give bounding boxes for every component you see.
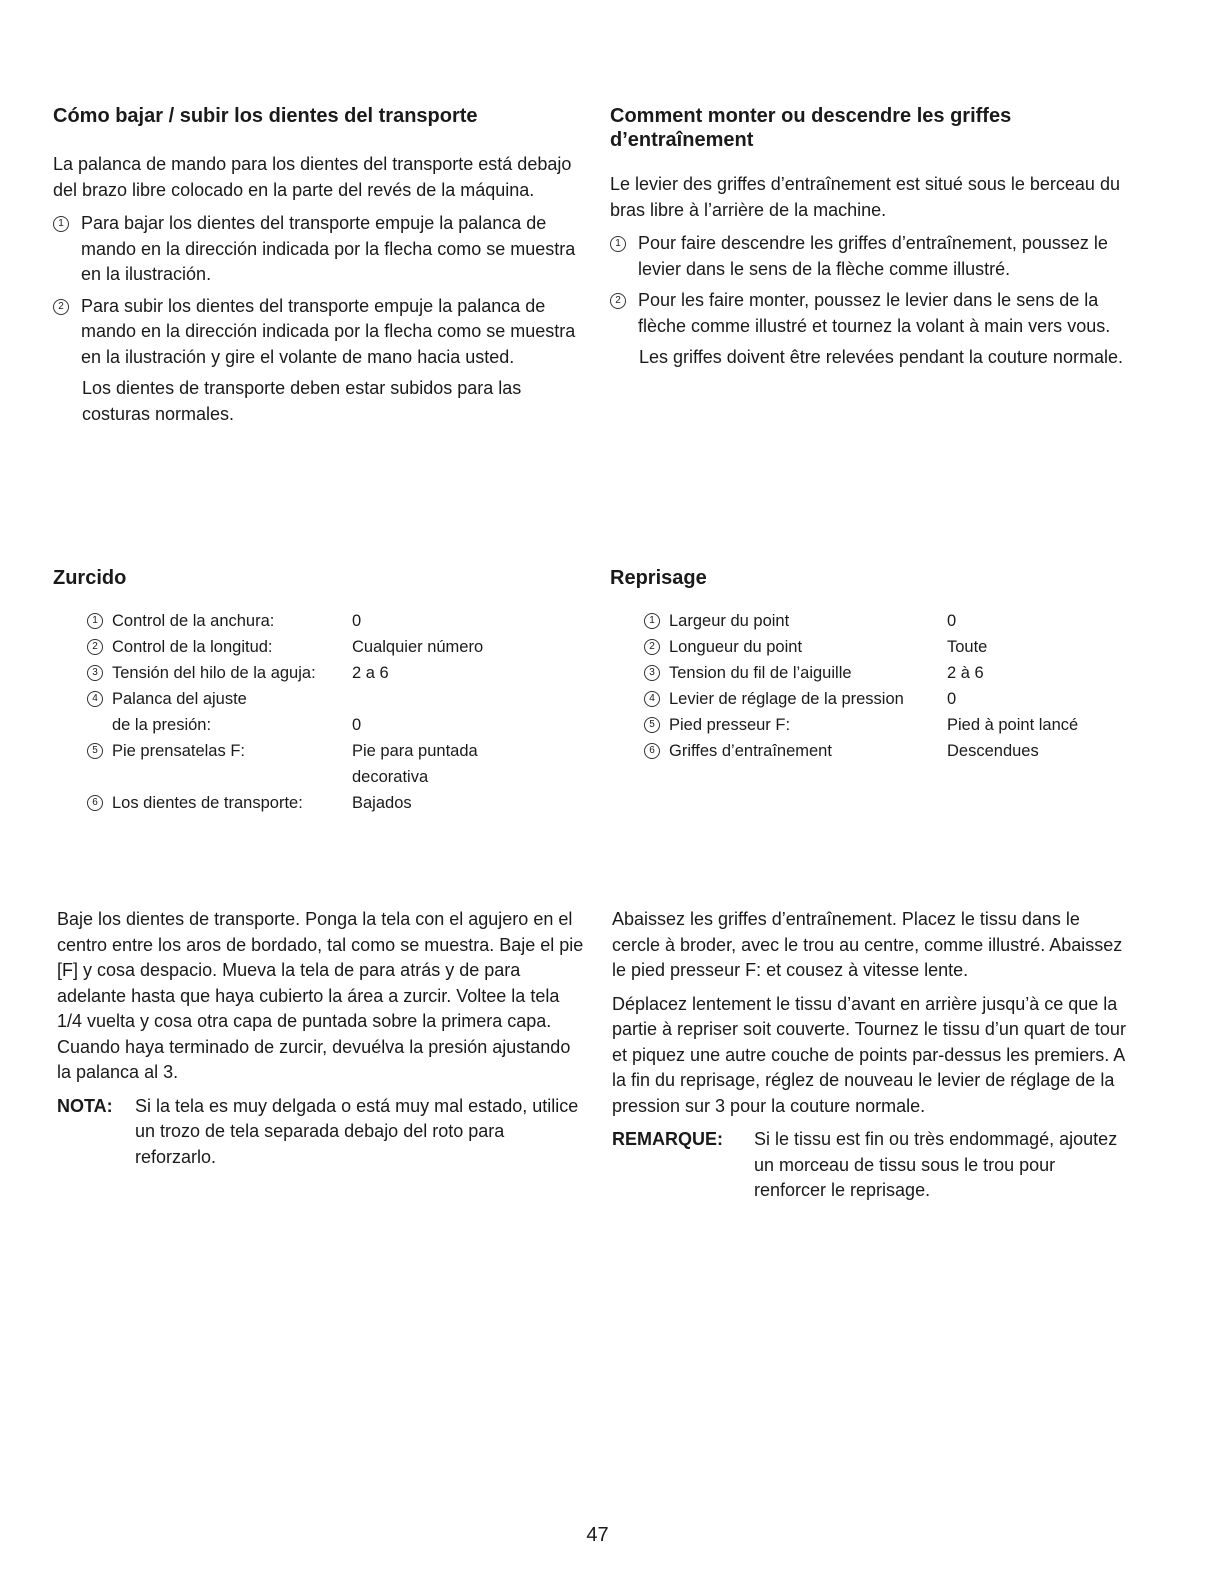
fr-step-1 — [610, 231, 1135, 282]
table-row — [87, 608, 593, 634]
table-row — [644, 608, 1135, 634]
setting-value: decorativa — [352, 768, 429, 786]
setting-value: Descendues — [947, 742, 1039, 760]
circled-number: 2 — [87, 639, 103, 655]
table-row — [87, 738, 593, 764]
fr-feed-dogs-title: Comment monter ou descendre les griffes d’entraînement — [610, 105, 1012, 151]
setting-value: Toute — [947, 638, 988, 656]
setting-value: 0 — [947, 690, 957, 708]
setting-value: 0 — [352, 612, 362, 630]
setting-value: 0 — [947, 612, 957, 630]
es-darning-body — [57, 907, 587, 1170]
fr-darning-text-2: Déplacez lentement le tissu d’avant en arrière jusqu’à ce que la partie à repriser soit couverte. Tournez le tissu d’un quart de tour et piquez une autre couche de points par-dessus les premiers. A la fin du reprisage, réglez de nouveau le levier de réglage de la pression sur 3 pour la couture normale. — [612, 993, 1126, 1116]
circled-number: 1 — [53, 216, 69, 232]
circled-number: 1 — [644, 613, 660, 629]
fr-feed-dogs-section — [610, 104, 1135, 371]
setting-label: Levier de réglage de la pression — [669, 690, 904, 708]
fr-settings-table — [644, 608, 1135, 764]
setting-label: Los dientes de transporte: — [112, 794, 303, 812]
fr-note-text: Si le tissu est fin ou très endommagé, ajoutez un morceau de tissu sous le trou pour renforcer le reprisage. — [754, 1129, 1118, 1200]
es-note-text: Si la tela es muy delgada o está muy mal estado, utilice un trozo de tela separada debajo del roto para reforzarlo. — [135, 1095, 579, 1167]
setting-value: Pied à point lancé — [947, 716, 1079, 734]
setting-value: Bajados — [352, 794, 412, 812]
table-row — [644, 712, 1135, 738]
setting-label: Control de la anchura: — [112, 612, 275, 630]
es-darning-title: Zurcido — [53, 567, 127, 589]
setting-label: Griffes d’entraînement — [669, 742, 832, 760]
table-row — [87, 764, 593, 790]
setting-label: Pied presseur F: — [669, 716, 791, 734]
fr-darning-text-1: Abaissez les griffes d’entraînement. Placez le tissu dans le cercle à broder, avec le trou au centre, comme illustré. Abaissez le pied presseur F: et cousez à vitesse lente. — [612, 909, 1123, 980]
es-step-1-text: Para bajar los dientes del transporte empuje la palanca de mando en la dirección indicada por la flecha como se muestra en la ilustración. — [81, 213, 576, 284]
setting-label: Tension du fil de l’aiguille — [669, 664, 852, 682]
fr-darning-section — [610, 566, 1135, 764]
circled-number: 1 — [610, 236, 626, 252]
table-row — [87, 634, 593, 660]
circled-number: 3 — [644, 665, 660, 681]
es-note-label: NOTA: — [57, 1095, 113, 1116]
circled-number: 1 — [87, 613, 103, 629]
fr-step-2 — [610, 288, 1135, 339]
setting-label: de la presión: — [112, 716, 212, 734]
circled-number: 4 — [644, 691, 660, 707]
page-number: 47 — [586, 1524, 609, 1546]
es-settings-table — [87, 608, 593, 816]
fr-note-label: REMARQUE: — [612, 1129, 723, 1149]
setting-label: Tensión del hilo de la aguja: — [112, 664, 316, 682]
setting-value: 2 a 6 — [352, 664, 389, 682]
circled-number: 2 — [644, 639, 660, 655]
es-note — [57, 1094, 587, 1171]
circled-number: 6 — [87, 795, 103, 811]
es-darning-section — [53, 566, 593, 816]
table-row — [87, 712, 593, 738]
es-feed-dogs-intro: La palanca de mando para los dientes del transporte está debajo del brazo libre colocado en la parte del revés de la máquina. — [53, 154, 572, 200]
table-row — [644, 660, 1135, 686]
circled-number: 6 — [644, 743, 660, 759]
circled-number: 2 — [610, 293, 626, 309]
fr-note — [612, 1127, 1127, 1204]
es-step-1 — [53, 211, 593, 288]
circled-number: 5 — [87, 743, 103, 759]
es-feed-dogs-section — [53, 104, 593, 427]
fr-feed-dogs-intro: Le levier des griffes d’entraînement est situé sous le berceau du bras libre à l’arrière de la machine. — [610, 174, 1120, 220]
es-step-2 — [53, 294, 593, 371]
es-feed-dogs-note: Los dientes de transporte deben estar subidos para las costuras normales. — [82, 378, 522, 424]
setting-value: 2 à 6 — [947, 664, 984, 682]
fr-darning-title: Reprisage — [610, 567, 707, 589]
setting-label: Longueur du point — [669, 638, 803, 656]
fr-step-2-text: Pour les faire monter, poussez le levier dans le sens de la flèche comme illustré et tournez la volant à main vers vous. — [638, 290, 1111, 336]
fr-step-1-text: Pour faire descendre les griffes d’entraînement, poussez le levier dans le sens de la flèche comme illustré. — [638, 233, 1108, 279]
es-step-2-text: Para subir los dientes del transporte empuje la palanca de mando en la dirección indicada por la flecha como se muestra en la ilustración y gire el volante de mano hacia usted. — [81, 295, 576, 367]
setting-label: Largeur du point — [669, 612, 790, 630]
es-feed-dogs-title: Cómo bajar / subir los dientes del transporte — [53, 105, 478, 127]
table-row — [87, 660, 593, 686]
table-row — [644, 738, 1135, 764]
table-row — [87, 790, 593, 816]
table-row — [644, 634, 1135, 660]
setting-value: Cualquier número — [352, 638, 484, 656]
circled-number: 2 — [53, 299, 69, 315]
es-darning-text: Baje los dientes de transporte. Ponga la tela con el agujero en el centro entre los aros de bordado, tal como se muestra. Baje el pie [F] y cosa despacio. Mueva la tela de para atrás y de para adelante hasta que haya cubierto la área a zurcir. Voltee la tela 1/4 vuelta y cosa otra capa de puntada sobre la primera capa. Cuando haya terminado de zurcir, devuélva la presión ajustando la palanca al 3. — [57, 909, 584, 1082]
table-row — [644, 686, 1135, 712]
fr-feed-dogs-note: Les griffes doivent être relevées pendant la couture normale. — [639, 347, 1123, 367]
circled-number: 4 — [87, 691, 103, 707]
fr-darning-body — [612, 907, 1127, 1204]
table-row — [87, 686, 593, 712]
setting-label: Palanca del ajuste — [112, 690, 247, 708]
setting-value: 0 — [352, 716, 362, 734]
circled-number: 5 — [644, 717, 660, 733]
setting-label: Pie prensatelas F: — [112, 742, 245, 760]
setting-value: Pie para puntada — [352, 742, 478, 760]
circled-number: 3 — [87, 665, 103, 681]
setting-label: Control de la longitud: — [112, 638, 273, 656]
